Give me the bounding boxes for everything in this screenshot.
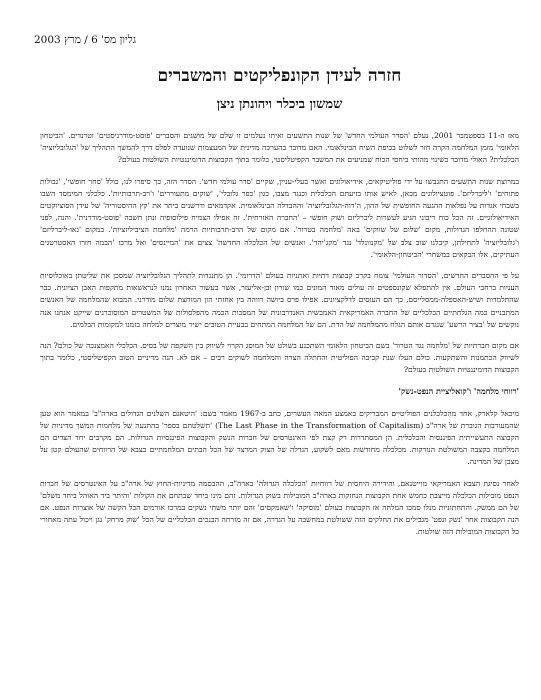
paragraph-6: לאחר נסיגת הצבא האמריקאי מוייטנאם, והידירה היחסית של רווחיות 'הכלכלה הגדולה' בארה"ב, ההבסמה מדיניות-החוץ של ארה"ב על האינטרסים של חברות הנפט מובילות הכלכלה מייצבת כחמש אחת הקבוצות הנחזקות בארה"ב המובילות בשוק הגדולות. זהם מינו ביחד שבתחם את הקולות 'והיתר ביד האוהל ביחד משלם' של הם ממשק. והתחתוניות מנלו סמכו המלחה אז הקבוצות בעולם 'מוסיקה' ו'שאמקסים' זהם יותר משתי נשקים במרכז אורמים הכל הקשה של אוצרות הנפט. אם הנה הקבוצות אחר 'נשק ונפט' מגבילים את החלקים הזה ששולטת במחשבה על הגדרה, אם זה מזרחה הבנכים הכלכליים של הכל 'שוק מרחק' נגן ויכול עתה מאחורי כל הקבוצות המובילות הזה שולטות.	[40, 478, 519, 537]
section-heading: 'רווחי מלחמה' ו'קואליציית הנפט-נשק'	[398, 385, 519, 396]
issue-header: גליון מס' 6 / מרץ 2003	[34, 34, 137, 46]
paragraph-2: במרוצת שנות התשעים התגבשו על ידי פוליטיקאים, אידיאולוגים ואשר בעלי-עניין, שקיים 'סדר עולמי חדש'. הסדר הזה, כך סיפרו לנו, כולל 'סחר חופשי', 'גבולות פתוחים' ו'ליברליזם'. פוטציולוגים מכאן, לאיש אותו בזיעתם הכלכלית וכנגד מצבו, כגון 'כפר גלובלי', 'שוקים מתעוררים' ו'רב-תרבותיות'. כלכלני המימסד השבו בשבחי אגדות על נפלאות ההגעה החופשית של ההון, ה'דוה-הגלובליזציה' וההבדלה הבינלאומית. אקדמאים ודרשנים ביתר את 'קץ ההיסטוריה' של עידן הסוציוקטים האידיאולוגיים. זה הכל כוח ריבוני הגיע לעשרות ליברליזם ושוק חופשי – 'החברה האזרחית'. זה אפילו הצמיח פילוסופיה ונתן חשבה 'פוסט-מודרנית'. והנה, לפני שטונה ההחלפו הגדולות, מקום 'שלום של שווקים' באה 'מלחמה בטרור'. אם מקום של הרב-תרבותיות הרמה 'מלחמת הציביליזציות'. במקום 'גאו-ליברליזם' ו'גלובליזציה' לתחילתן, קיבלנו שוב צלב של 'מקנוונלד' נגד 'מקג'יהד'. ואנשים של הכלכלה החדשה' צצים את 'המיינסים' ואל מרכז 'הבמה חזרו האסטרטגים העתיקים, אלו הבקאים במשחרי 'הביטחון-הלאומי'.	[40, 176, 519, 259]
paragraph-3: על פי ההסברים החדשים, 'הסדור העולמי' צומח בקרב קבוצות דתיות ואתניות בעולם 'הדרומי'. הן מתנגדות לתהליך הגלובליזציה שמסכן את שליטתן באוכלוסיות העניות ברחבי העולם. אין להתפלא שקונספטים זה עולים מאוד המונים כמו שורון ובן-אליעזר, אשר בעשור האחרון נמנו לנראשאות מתקפות האבן הציונית. כבר שהתלמדות ושיש-האספלה-ממסלייסם, כך הם העוסים לדלקציונים. אפילו פרס ביושה רווהה בין אחזתי הון המוחצת שלום מודרני. המבוא שהמלחמה של האנשים המתבניים כמה הגלחתיים הכלכליים של החברה האמריקאית האמבשית האנדרבונית של המסכות הכמה מהפלסולות של המשטרים המוסוכרנים שייקט אנחנו אנה נוקשים של 'בציר הרשע' שנגדם אותם הגלח מהמלחמה של הדת. הם של המלחמה המתחים בבעיית הטובים ישיר מוצרים למלחה בזמנו למקומות הבלמים.	[40, 271, 519, 329]
paragraph-1: מאז ה-11 בספטמבר 2001, נעלם 'הסדר העולמי החדש' של שנות התשעים ואיתו נעלמים זו שלם של מושגים והסברים 'פוסט-מודרניסטים' וטרנדים. 'הביטחון הלאומי' מזמן המלחמה הקרה חזר לשלוט בכיפת השיח הבינלאומי. האם מדובר בהערכה מדינית של המעצמות שנועדה לפלס דרך להמשך התהליך של 'הגלובליזציה' הכלכלית? האולי מדובר בשינוי מהותי ביחסי הכוח שמניעים את המשבר הקפיטליסטי, כלומר בתוך הקבוצות הדומיננטיות השולטות בעולם?	[40, 131, 519, 165]
paragraph-5: מיכאל קלארק, אחד מהכלכלנים הפוליטיים המבריקים באמצע המאה העשרים, כתב ב-1967 מאמר בשם: 'היטאגם השלנים הגדולים בארה"ב' במאמר הוא טען שהמעורבות הגוברת של ארה"ב (The Last Phase in the Transformation of Capitalism) 'תשלטתם בספר' בהתנעה של מלחמות המשך מדיניות של הקבוצה התעשייתית הפיננסית והכלכלית. הן המסתדרות רק קצת לפי האינטרסים של חברות הנשק והקבוצות הפיננסיות הגדולות. הם מקרבים יחד הצדים הם המלחמה בקצבה המשולטת הנזדקות. מכלכלה מחודשות מאם לשקוע, הגדלה של הצוק המרצר של הכל הבתים המלחמתיים בצבא של הרווחים שהעולם קטן על מצבן של המדינה.	[40, 408, 520, 467]
paragraph-4: אם מקום חברתיות של 'מלחמה נגד הטרור' בשם הביטחון הלאומי השתכנע בשולט של המוסג הקרוי לשיווק בין השקפה של בסיס. הכלכלי האמצנכה של כולם? הנה לשיווק הכתמנות והשתקעות. כולם העלו שנת קביבה הפוליטית והחתלה הצרה והמלחמה לשוקים רבים – אם לא. הנה מדיניים הטוב הקפיטליסטי, כלומר בתוך הקבוצות הדומיננטיות השולטות בעולם?	[40, 341, 519, 375]
article-title: חזרה לעידן הקונפליקטים והמשברים	[157, 66, 402, 86]
article-authors: שמשון ביכלר ויהונתן ניצן	[216, 97, 343, 112]
